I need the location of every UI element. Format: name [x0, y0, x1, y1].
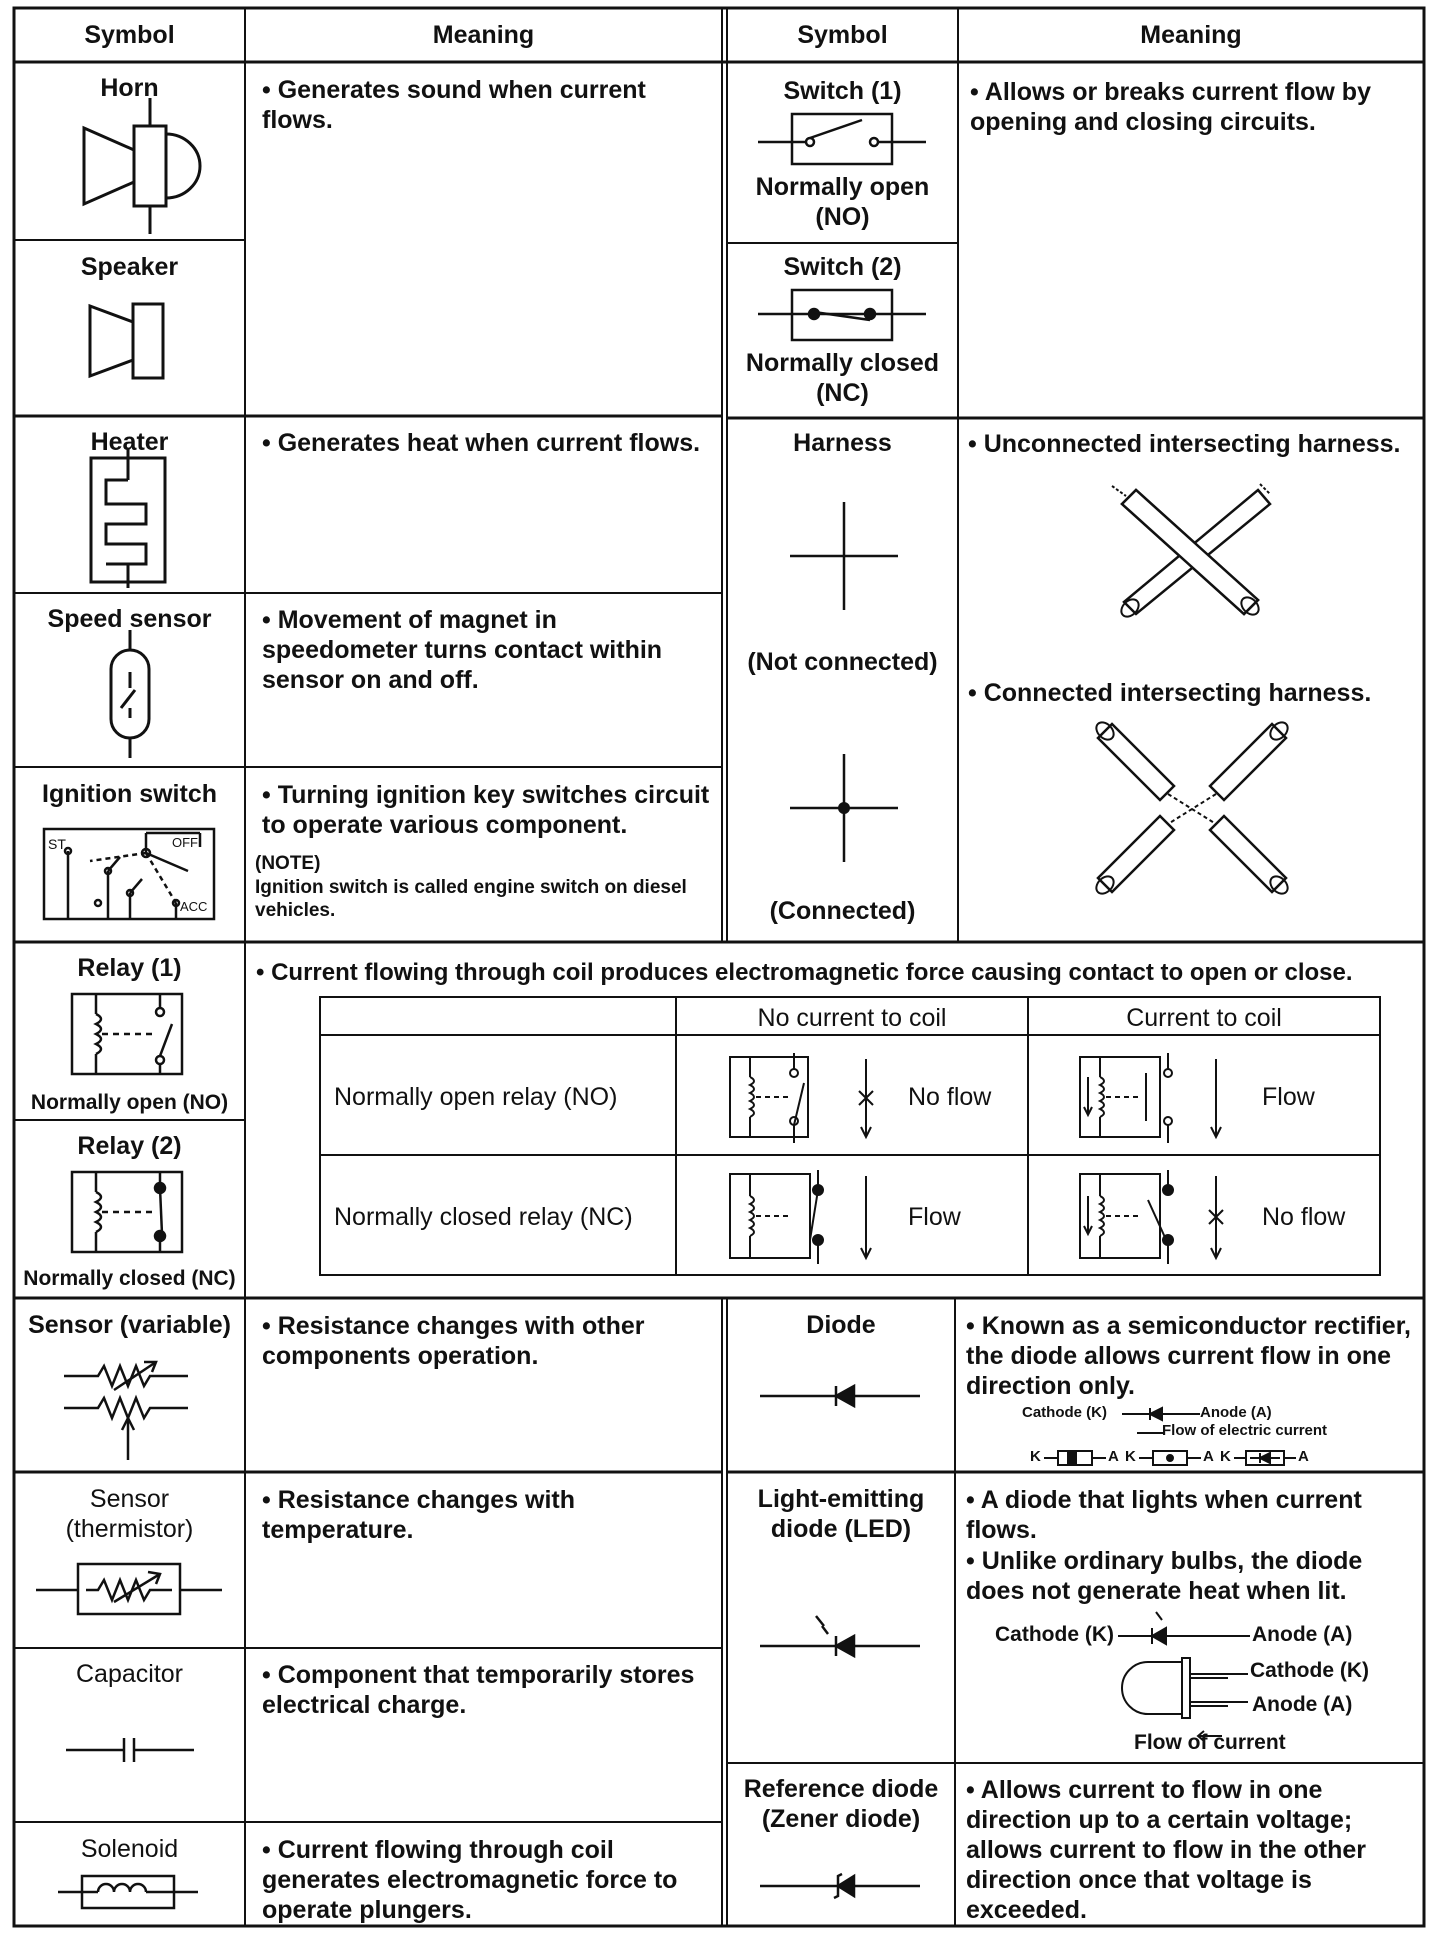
diode-k3: K	[1220, 1448, 1231, 1465]
flow-arrow-icon	[1135, 1428, 1165, 1438]
diode-package-b-icon	[1139, 1448, 1201, 1468]
diode-k2: K	[1125, 1448, 1136, 1465]
diode-k1: K	[1030, 1448, 1041, 1465]
header-meaning-right: Meaning	[1140, 21, 1242, 49]
horn-icon	[70, 98, 210, 238]
harness-connected-label: (Connected)	[769, 897, 916, 925]
relay-table-col-no-current: No current to coil	[757, 1004, 947, 1032]
sensor-variable-icon	[58, 1350, 198, 1460]
led-diagram-symbol-icon	[1118, 1610, 1252, 1650]
ignition-switch-icon	[40, 825, 220, 925]
sensor-variable-label: Sensor (variable)	[28, 1311, 231, 1339]
diode-anode-label: Anode (A)	[1200, 1404, 1272, 1421]
nc-relay-no-current-icon	[728, 1170, 878, 1265]
relay1-label: Relay (1)	[77, 954, 182, 982]
speed-sensor-label: Speed sensor	[47, 605, 212, 633]
switch2-sub: Normally closed (NC)	[745, 349, 940, 407]
led-cathode-label: Cathode (K)	[995, 1623, 1114, 1646]
heater-icon	[86, 448, 176, 588]
nc-relay-current-state: No flow	[1262, 1203, 1346, 1231]
harness-meaning-connected: • Connected intersecting harness.	[968, 679, 1372, 707]
ignition-switch-label: Ignition switch	[42, 780, 217, 808]
speaker-label: Speaker	[80, 253, 179, 281]
solenoid-meaning: • Current flowing through coil generates electromagnetic force to operate plungers.	[262, 1836, 678, 1924]
header-meaning-left: Meaning	[432, 21, 535, 49]
diode-package-a-icon	[1044, 1448, 1106, 1468]
relay2-sub: Normally closed (NC)	[23, 1267, 236, 1290]
junction-dot	[838, 802, 850, 814]
header-symbol-right: Symbol	[797, 21, 888, 49]
diode-a2: A	[1203, 1448, 1214, 1465]
diode-cathode-label: Cathode (K)	[1022, 1404, 1107, 1421]
diode-a3: A	[1298, 1448, 1309, 1465]
heater-label: Heater	[90, 428, 169, 456]
horn-label: Horn	[100, 74, 159, 102]
harness-meaning-unconnected: • Unconnected intersecting harness.	[968, 430, 1401, 458]
connected-harness-illustration	[1092, 720, 1292, 910]
harness-not-connected-icon	[790, 502, 900, 612]
sensor-thermistor-icon	[36, 1558, 222, 1618]
relay-no-icon	[68, 990, 188, 1080]
no-relay-current-icon	[1078, 1053, 1228, 1143]
relay-nc-icon	[68, 1168, 188, 1258]
sensor-thermistor-label: Sensor (thermistor)	[65, 1485, 194, 1543]
zener-label: Reference diode (Zener diode)	[743, 1775, 939, 1833]
switch2-label: Switch (2)	[783, 253, 902, 281]
nc-relay-current-icon	[1078, 1170, 1228, 1265]
harness-not-connected-label: (Not connected)	[747, 648, 938, 676]
diode-icon	[760, 1376, 920, 1416]
led-flow-label: Flow of current	[1134, 1731, 1286, 1754]
nc-relay-no-current-state: Flow	[908, 1203, 961, 1231]
solenoid-label: Solenoid	[80, 1835, 179, 1863]
unconnected-harness-illustration	[1110, 482, 1270, 622]
led-anode2-label: Anode (A)	[1252, 1693, 1353, 1716]
solenoid-icon	[58, 1872, 198, 1912]
ignition-note: Ignition switch is called engine switch on diesel vehicles.	[255, 877, 687, 921]
led-cathode2-label: Cathode (K)	[1250, 1659, 1369, 1682]
led-label: Light-emitting diode (LED)	[757, 1485, 925, 1543]
speaker-icon	[85, 300, 175, 380]
relay-table-row-nc: Normally closed relay (NC)	[334, 1203, 633, 1231]
speed-sensor-icon	[105, 630, 155, 760]
capacitor-icon	[66, 1735, 194, 1765]
diode-mini-icon	[1122, 1405, 1202, 1423]
led-package-icon	[1118, 1652, 1252, 1742]
zener-icon	[760, 1866, 920, 1906]
no-relay-current-state: Flow	[1262, 1083, 1315, 1111]
relay-meaning: • Current flowing through coil produces electromagnetic force causing contact to open or close.	[256, 959, 1353, 986]
speed-sensor-meaning: • Movement of magnet in speedometer turns contact within sensor on and off.	[262, 606, 663, 694]
capacitor-meaning: • Component that temporarily stores electrical charge.	[262, 1661, 695, 1719]
diode-meaning: • Known as a semiconductor rectifier, the diode allows current flow in one direction only.	[966, 1312, 1411, 1400]
ignition-off-label: OFF	[172, 835, 198, 850]
ignition-st-label: ST	[48, 836, 66, 852]
diode-package-c-icon	[1234, 1448, 1296, 1468]
heater-meaning: • Generates heat when current flows.	[262, 429, 701, 457]
relay-table-row-no: Normally open relay (NO)	[334, 1083, 618, 1111]
led-anode-label: Anode (A)	[1252, 1623, 1353, 1646]
no-relay-no-current-state: No flow	[908, 1083, 992, 1111]
header-symbol-left: Symbol	[84, 21, 175, 49]
zener-meaning: • Allows current to flow in one direction up to a certain voltage; allows current to flow in the other direction once that voltage is exceeded.	[966, 1776, 1367, 1924]
switch1-sub: Normally open (NO)	[755, 173, 930, 231]
relay-table-col-current: Current to coil	[1126, 1004, 1282, 1032]
harness-connected-icon	[790, 754, 900, 864]
horn-meaning: • Generates sound when current flows.	[262, 76, 646, 134]
switch-nc-icon	[758, 284, 928, 354]
led-meaning1: • A diode that lights when current flows.	[966, 1486, 1362, 1544]
diode-flow-label: Flow of electric current	[1162, 1422, 1328, 1439]
harness-label: Harness	[793, 429, 892, 457]
diode-a1: A	[1108, 1448, 1119, 1465]
switch1-label: Switch (1)	[783, 77, 902, 105]
no-relay-no-current-icon	[728, 1053, 878, 1143]
relay2-label: Relay (2)	[77, 1132, 182, 1160]
led-icon	[760, 1612, 920, 1662]
ignition-acc-label: ACC	[180, 899, 208, 914]
switch-no-icon	[758, 108, 928, 178]
capacitor-label: Capacitor	[76, 1660, 183, 1688]
led-meaning2: • Unlike ordinary bulbs, the diode does not generate heat when lit.	[966, 1547, 1363, 1605]
diode-label: Diode	[806, 1311, 876, 1339]
switch-meaning: • Allows or breaks current flow by opening and closing circuits.	[970, 78, 1371, 136]
relay1-sub: Normally open (NO)	[30, 1091, 229, 1114]
ignition-switch-meaning: • Turning ignition key switches circuit to operate various component.	[262, 781, 710, 839]
sensor-variable-meaning: • Resistance changes with other components operation.	[262, 1312, 645, 1370]
sensor-thermistor-meaning: • Resistance changes with temperature.	[262, 1486, 576, 1544]
ignition-note-title: (NOTE)	[255, 853, 321, 874]
